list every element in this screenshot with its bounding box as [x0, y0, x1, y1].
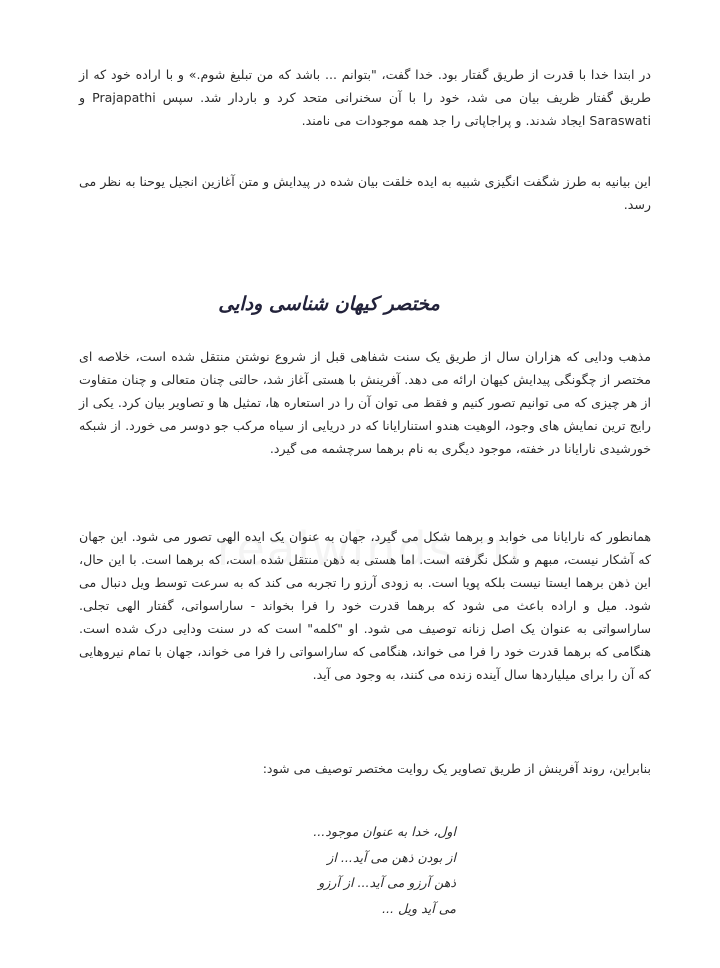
paragraph-vedic-1: مذهب ودایی که هزاران سال از طریق یک سنت شفاهی قبل از شروع نوشتن منتقل شده است، خلاصه ای مختصر از چگونگی پیدایش کیهان ارائه می دهد. آفرینش با هستی آغاز شد، حالتی چنان متعالی و چنان متفاوت از هر چیزی که می توانیم تصور کنیم و فقط می توان آن را در استعاره ها، تمثیل ها و تصاویر بیان کرد. یکی از رایج ترین نمایش های وجود، الوهیت هندو استنارایانا که در دریایی از سیاه مرکب جو دوسر می خورد. از شبکه خورشیدی نارایانا در خفته، موجود دیگری به نام برهما سرچشمه می گیرد. [79, 349, 651, 456]
paragraph-intro-1: در ابتدا خدا با قدرت از طریق گفتار بود. خدا گفت، "بتوانم ... باشد که من تبلیغ شوم.» و با اراده خود که از طریق گفتار ظریف بیان می شد، خود را با آن سخنرانی متحد کرد و باردار شد. سپس Prajapathi و Saraswati ایجاد شدند. و پراجاپاتی را جد همه موجودات می نامند. [79, 67, 651, 128]
paragraph-vedic-3: بنابراین، روند آفرینش از طریق تصاویر یک روایت مختصر توصیف می شود: [262, 761, 651, 776]
poem-line: ذهن آرزو می آید... از آرزو [318, 875, 456, 890]
section-heading: مختصر کیهان شناسی ودایی [218, 293, 440, 315]
poem-line: از بودن ذهن می آید... از [327, 849, 456, 865]
poem-line: می آید ویل ... [381, 900, 456, 916]
poem-line: اول، خدا به عنوان موجود... [313, 824, 456, 839]
paragraph-intro-2: این بیانیه به طرز شگفت انگیزی شبیه به ایده خلقت بیان شده در پیدایش و متن آغازین انجیل یوحنا به نظر می رسد. [79, 174, 651, 212]
paragraph-vedic-2: همانطور که نارایانا می خوابد و برهما شکل می گیرد، جهان به عنوان یک ایده الهی تصور می شود. این جهان که آشکار نیست، مبهم و شکل نگرفته است. اما هستی به ذهن منتقل شده است، که برهما است. با این حال، این ذهن برهما ایستا نیست بلکه پویا است. به زودی آرزو را تجربه می کند که به سرعت توسط ویل دنبال می شود. میل و اراده باعث می شود که برهما قدرت خود را فرا بخواند - ساراسواتی، گفتار الهی تجلی. ساراسواتی به عنوان یک اصل زنانه توصیف می شود. او "کلمه" است که در سنت ودایی درک شده است. هنگامی که برهما قدرت خود را فرا می خواند، هنگامی که ساراسواتی را فرا می خواند، جهان با تمام نیروهایی که آن را برای میلیاردها سال آینده زنده می کنند، به وجود می آید. [79, 529, 651, 682]
poem-block [256, 819, 456, 921]
